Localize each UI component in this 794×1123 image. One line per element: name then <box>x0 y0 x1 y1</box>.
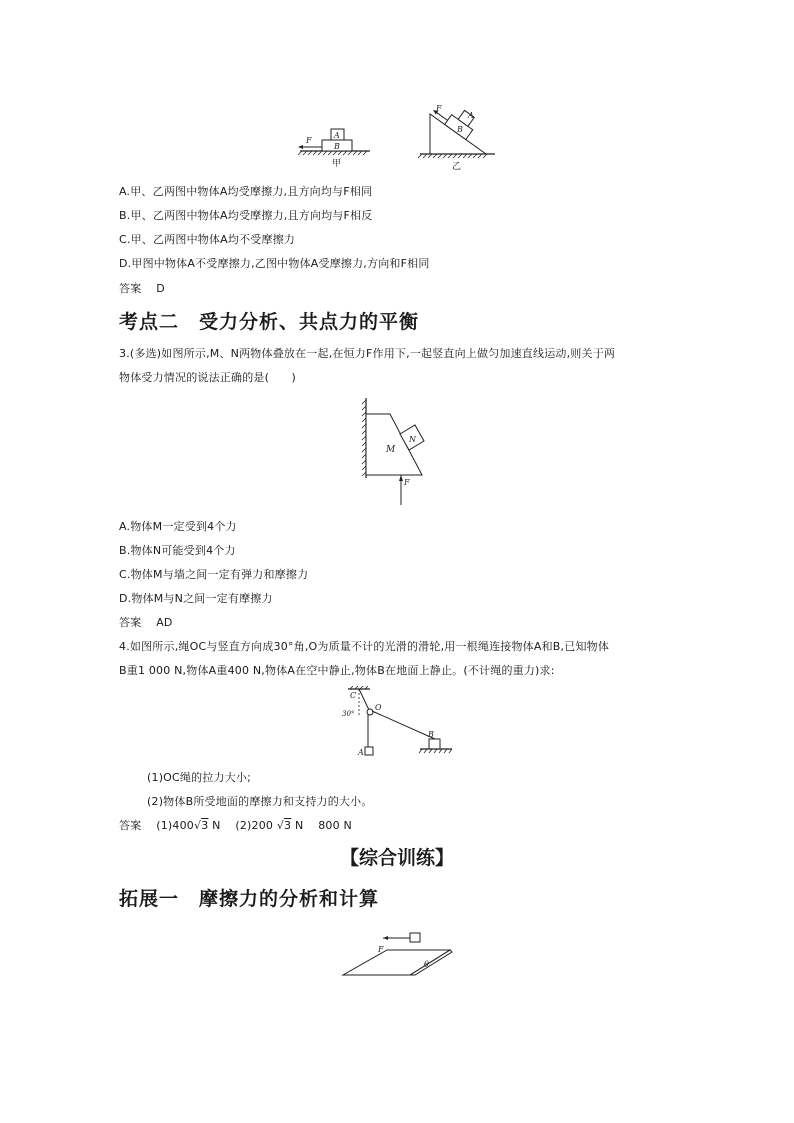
answer-unit: N <box>294 819 304 832</box>
label-f-jia: F <box>306 136 312 145</box>
answer-label: 答案 <box>119 616 142 629</box>
q4-figure <box>340 686 455 758</box>
q4-sub2: (2)物体B所受地面的摩擦力和支持力的大小。 <box>147 795 373 808</box>
label-angle: 30° <box>342 710 355 718</box>
label-f: F <box>378 945 384 954</box>
label-f-yi: F <box>436 104 442 113</box>
comprehensive-title: 【综合训练】 <box>339 847 454 869</box>
q3-answer <box>119 615 173 630</box>
fig-jia <box>298 129 370 169</box>
q4-stem-line2: B重1 000 N,物体A重400 N,物体A在空中静止,物体B在地面上静止。(不计绳的重力)求: <box>119 664 555 677</box>
section-heading: 考点二 受力分析、共点力的平衡 <box>119 311 420 333</box>
q2-option-d: D.甲图中物体A不受摩擦力,乙图中物体A受摩擦力,方向和F相同 <box>119 257 430 270</box>
label-o: O <box>375 703 382 712</box>
label-f: F <box>404 478 410 487</box>
answer-part1: (1)400 <box>156 819 194 832</box>
q3-option-d: D.物体M与N之间一定有摩擦力 <box>119 592 273 605</box>
sqrt-radicand: 3 <box>201 819 209 832</box>
q2-figure <box>290 104 505 174</box>
q3-stem-line1: 3.(多选)如图所示,M、N两物体叠放在一起,在恒力F作用下,一起竖直向上做匀加速直线运动,则关于两 <box>119 347 616 360</box>
label-b-jia: B <box>334 142 340 151</box>
block-a <box>365 747 373 755</box>
label-a: A <box>358 748 364 757</box>
block-b <box>429 739 440 749</box>
q2-answer <box>119 281 165 296</box>
fig-yi <box>418 104 495 172</box>
label-m: M <box>386 445 396 455</box>
label-a-yi: A <box>468 111 474 120</box>
ext1-figure <box>340 922 455 978</box>
sqrt-radicand: 3 <box>284 819 292 832</box>
sqrt-sign: √ <box>193 819 202 832</box>
label-b-yi: B <box>457 125 463 134</box>
sqrt-sign: √ <box>276 819 285 832</box>
caption-yi: 乙 <box>452 162 462 172</box>
q2-option-c: C.甲、乙两图中物体A均不受摩擦力 <box>119 233 296 246</box>
block <box>410 933 420 942</box>
answer-part2: (2)200 <box>235 819 274 832</box>
q3-option-c: C.物体M与墙之间一定有弹力和摩擦力 <box>119 568 309 581</box>
answer-label: 答案 <box>119 282 142 295</box>
q3-stem-line2: 物体受力情况的说法正确的是( ) <box>119 371 296 384</box>
answer-unit: N <box>212 819 221 832</box>
q3-option-a: A.物体M一定受到4个力 <box>119 520 237 533</box>
q3-figure <box>355 396 435 508</box>
extension-heading: 拓展一 摩擦力的分析和计算 <box>119 888 380 910</box>
label-b: B <box>428 730 434 739</box>
caption-jia: 甲 <box>332 159 342 169</box>
q4-answer <box>119 818 352 833</box>
label-n: N <box>409 435 416 444</box>
q4-stem-line1: 4.如图所示,绳OC与竖直方向成30°角,O为质量不计的光滑的滑轮,用一根绳连接物体A和B,已知物体 <box>119 640 610 653</box>
answer-part3: 800 N <box>318 819 352 832</box>
answer-value: AD <box>156 616 173 629</box>
q3-option-b: B.物体N可能受到4个力 <box>119 544 236 557</box>
label-a-jia: A <box>334 131 340 140</box>
label-c: C <box>350 691 357 700</box>
q4-sub1: (1)OC绳的拉力大小; <box>147 771 252 784</box>
answer-value: D <box>156 282 165 295</box>
answer-label: 答案 <box>119 819 142 832</box>
incline-base <box>410 950 452 975</box>
incline-plane <box>343 950 450 975</box>
q2-option-b: B.甲、乙两图中物体A均受摩擦力,且方向均与F相反 <box>119 209 373 222</box>
q2-option-a: A.甲、乙两图中物体A均受摩擦力,且方向均与F相同 <box>119 185 373 198</box>
label-theta: θ <box>424 960 429 969</box>
